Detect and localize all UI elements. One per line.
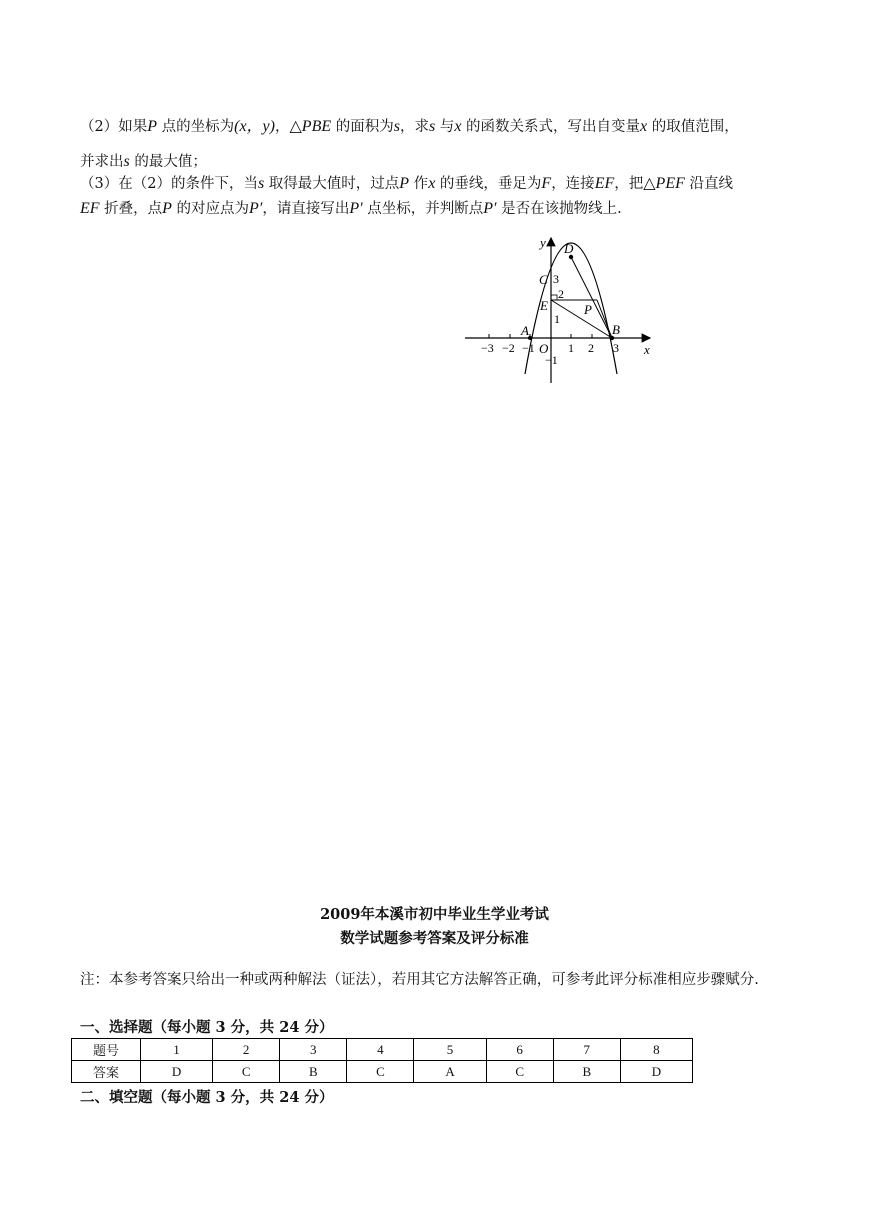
text: 的函数关系式，写出自变量 — [461, 119, 641, 135]
question-number-cell: 5 — [414, 1039, 486, 1061]
x-tick-label: −2 — [502, 341, 515, 355]
text: 与 — [435, 119, 455, 135]
text: 的取值范围， — [647, 119, 739, 135]
right-angle-mark — [551, 295, 557, 300]
label-C: C — [539, 272, 548, 287]
label-A: A — [521, 323, 529, 338]
var-x: x — [640, 118, 648, 135]
text: 折叠，点 — [99, 201, 163, 217]
label-origin: O — [539, 341, 549, 356]
segment-EF: EF — [594, 175, 615, 192]
parabola-figure — [460, 230, 660, 390]
label-P: P — [584, 302, 592, 317]
answer-cell: A — [414, 1061, 486, 1083]
answer-cell: C — [213, 1061, 280, 1083]
y-tick-label: 2 — [558, 287, 564, 301]
answer-cell: B — [553, 1061, 620, 1083]
question-number-cell: 3 — [280, 1039, 347, 1061]
question-number-cell: 8 — [620, 1039, 692, 1061]
answer-cell: C — [486, 1061, 553, 1083]
y-tick-label: 3 — [553, 272, 559, 286]
answer-key-subtitle: 数学试题参考答案及评分标准 — [340, 930, 529, 947]
x-tick-label: 3 — [613, 341, 619, 355]
text: （3）在（2）的条件下，当 — [80, 176, 258, 192]
section-fill-heading: 二、填空题（每小题 3 分，共 24 分） — [80, 1089, 334, 1106]
table-header-cell: 答案 — [72, 1061, 141, 1083]
label-D: D — [564, 241, 574, 256]
text: 的垂线，垂足为 — [435, 176, 542, 192]
var-x: x — [428, 175, 436, 192]
var-P-prime: P′ — [349, 200, 363, 217]
text: ， — [275, 119, 290, 135]
axis-label-y: y — [540, 235, 546, 250]
var-s: s — [428, 118, 436, 135]
y-tick-label: 1 — [554, 312, 560, 326]
answer-cell: D — [620, 1061, 692, 1083]
var-P: P — [147, 118, 158, 135]
var-P-prime: P′ — [483, 200, 497, 217]
axis-label-x: x — [644, 342, 650, 357]
text: ，求 — [399, 119, 429, 135]
segment-PB — [597, 300, 612, 338]
part3-line1 — [80, 174, 733, 194]
x-tick-label: −1 — [522, 341, 535, 355]
triangle-PEF: △PEF — [643, 175, 685, 192]
x-tick-label: −3 — [481, 341, 494, 355]
answer-key-note: 注：本参考答案只给出一种或两种解法（证法），若用其它方法解答正确，可参考此评分标准相应步骤赋分. — [80, 972, 759, 988]
answer-cell: B — [280, 1061, 347, 1083]
var-s: s — [123, 153, 130, 170]
var-P-prime: P′ — [249, 200, 263, 217]
answer-key-title: 2009年本溪市初中毕业生学业考试 — [320, 906, 549, 923]
x-tick-label: 1 — [568, 341, 574, 355]
coord-xy: (x，y) — [234, 118, 275, 135]
text: ，连接 — [551, 176, 595, 192]
answer-cell: D — [141, 1061, 213, 1083]
label-B: B — [612, 322, 620, 337]
question-number-cell: 2 — [213, 1039, 280, 1061]
var-P: P — [162, 200, 172, 217]
text: 点坐标，并判断点 — [362, 201, 484, 217]
var-P: P — [399, 175, 410, 192]
text: 取得最大值时，过点 — [264, 176, 400, 192]
part2-line2 — [80, 152, 207, 172]
text: 是否在该抛物线上. — [496, 201, 622, 217]
segment-EF: EF — [80, 200, 100, 217]
var-F: F — [541, 175, 552, 192]
text: 的面积为 — [331, 119, 394, 135]
text: ，把 — [614, 176, 644, 192]
text: 沿直线 — [684, 176, 733, 192]
answer-table — [71, 1038, 693, 1083]
text: 点的坐标为 — [157, 119, 235, 135]
table-header-cell: 题号 — [72, 1039, 141, 1061]
text: ，请直接写出 — [262, 201, 350, 217]
y-tick-label: −1 — [545, 353, 558, 367]
question-number-cell: 7 — [553, 1039, 620, 1061]
var-x: x — [454, 118, 462, 135]
answer-cell: C — [347, 1061, 414, 1083]
question-number-cell: 4 — [347, 1039, 414, 1061]
question-number-cell: 6 — [486, 1039, 553, 1061]
var-s: s — [257, 175, 265, 192]
text: 并求出 — [80, 154, 124, 170]
var-s: s — [393, 118, 400, 135]
part2-line1 — [80, 117, 739, 137]
table-row — [72, 1061, 693, 1083]
text: 的对应点为 — [171, 201, 250, 217]
label-E: E — [540, 298, 548, 313]
question-number-cell: 1 — [141, 1039, 213, 1061]
triangle-PBE: △PBE — [289, 118, 332, 135]
section-choice-heading: 一、选择题（每小题 3 分，共 24 分） — [80, 1019, 334, 1036]
text: 的最大值； — [129, 154, 207, 170]
part3-line2 — [80, 199, 622, 219]
x-tick-label: 2 — [588, 341, 594, 355]
table-row — [72, 1039, 693, 1061]
text: 作 — [409, 176, 429, 192]
text: （2）如果 — [80, 119, 148, 135]
